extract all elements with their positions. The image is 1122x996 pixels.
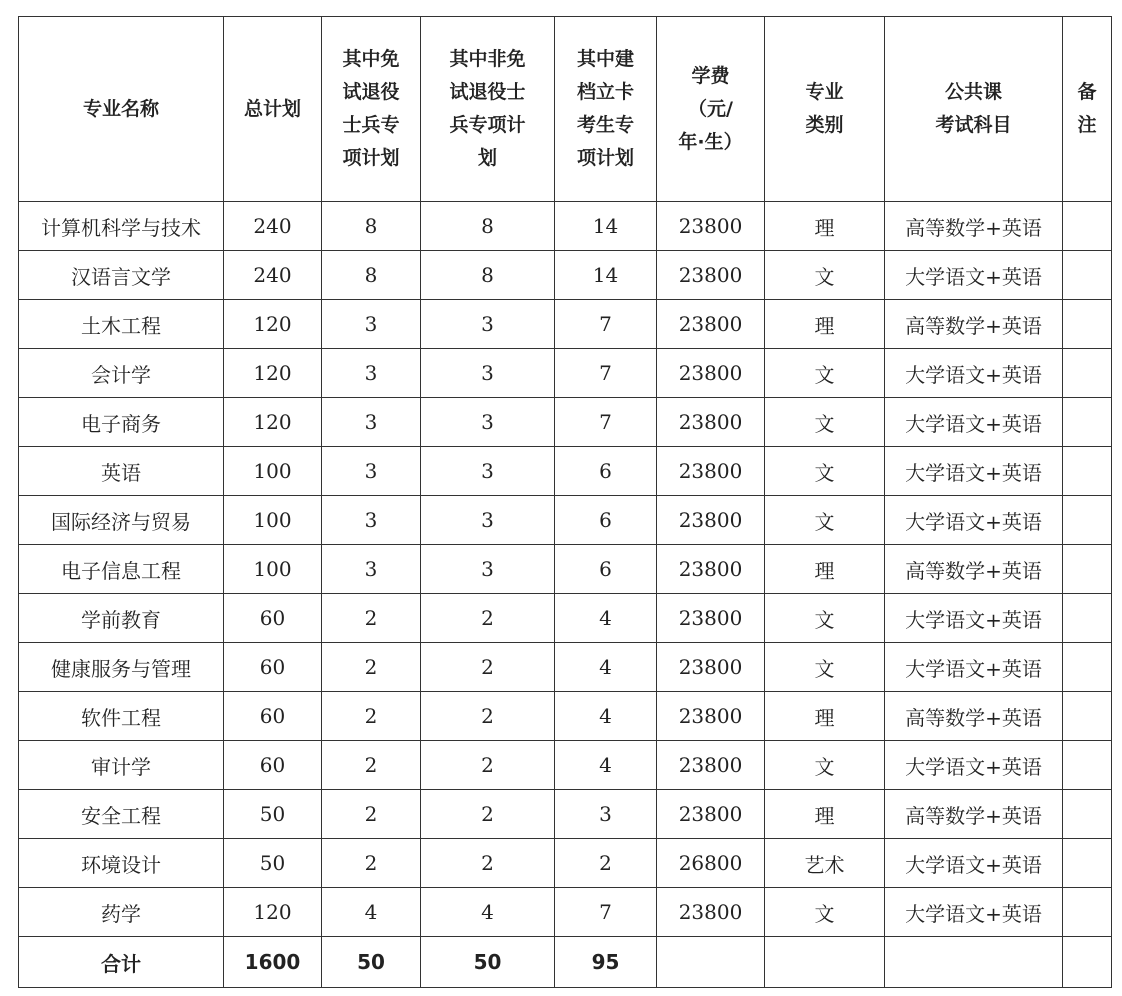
cell-non-exempt-veteran: 2 [421,692,555,741]
table-row [19,790,1112,839]
cell-tuition: 23800 [657,643,765,692]
cell-major-name: 英语 [19,447,224,496]
cell-exempt-veteran: 3 [322,545,421,594]
cell-registered-poor: 4 [555,692,657,741]
cell-registered-poor: 4 [555,643,657,692]
cell-registered-poor: 14 [555,251,657,300]
cell-major-name: 汉语言文学 [19,251,224,300]
cell-major-name: 土木工程 [19,300,224,349]
cell-registered-poor: 6 [555,447,657,496]
cell-exempt-veteran: 8 [322,251,421,300]
cell-tuition: 23800 [657,251,765,300]
cell-registered-poor: 7 [555,300,657,349]
cell-non-exempt-veteran: 2 [421,643,555,692]
cell-remarks [1063,496,1112,545]
cell-exam-subjects: 高等数学+英语 [885,545,1063,594]
cell-exam-subjects: 大学语文+英语 [885,349,1063,398]
cell-category: 理 [765,300,885,349]
table-row [19,300,1112,349]
cell-remarks [1063,643,1112,692]
cell-major-name: 学前教育 [19,594,224,643]
cell-major-name: 健康服务与管理 [19,643,224,692]
cell-category: 文 [765,251,885,300]
cell-exam-subjects: 大学语文+英语 [885,594,1063,643]
table-row [19,202,1112,251]
cell-non-exempt-veteran: 3 [421,447,555,496]
cell-tuition: 23800 [657,545,765,594]
header-remarks: 备 注 [1063,17,1112,202]
cell-exam-subjects: 大学语文+英语 [885,496,1063,545]
cell-non-exempt-veteran: 2 [421,594,555,643]
cell-tuition: 23800 [657,888,765,937]
cell-exam-subjects: 高等数学+英语 [885,202,1063,251]
cell-exempt-veteran: 3 [322,496,421,545]
cell-total-plan: 60 [224,643,322,692]
cell-non-exempt-veteran: 3 [421,349,555,398]
cell-exam-subjects: 大学语文+英语 [885,839,1063,888]
header-total-plan: 总计划 [224,17,322,202]
cell-exempt-veteran: 3 [322,447,421,496]
cell-category: 文 [765,741,885,790]
cell-exempt-veteran: 3 [322,349,421,398]
cell-remarks [1063,202,1112,251]
cell-exam-subjects: 大学语文+英语 [885,447,1063,496]
cell-exam-subjects: 高等数学+英语 [885,692,1063,741]
header-non-exempt-veteran-plan: 其中非免 试退役士 兵专项计 划 [421,17,555,202]
cell-remarks [1063,937,1112,988]
cell-exam-subjects: 高等数学+英语 [885,300,1063,349]
cell-remarks [1063,839,1112,888]
header-tuition: 学费 （元/ 年·生） [657,17,765,202]
cell-registered-poor: 2 [555,839,657,888]
table-row [19,594,1112,643]
cell-tuition: 23800 [657,447,765,496]
table-row [19,741,1112,790]
header-exam-subjects: 公共课 考试科目 [885,17,1063,202]
cell-remarks [1063,692,1112,741]
cell-non-exempt-veteran: 2 [421,741,555,790]
cell-tuition: 23800 [657,594,765,643]
cell-total-plan: 240 [224,202,322,251]
cell-major-name: 合计 [19,937,224,988]
cell-registered-poor: 3 [555,790,657,839]
table-row [19,545,1112,594]
cell-total-plan: 240 [224,251,322,300]
cell-tuition: 23800 [657,692,765,741]
cell-registered-poor: 7 [555,398,657,447]
table-row [19,251,1112,300]
table-row [19,398,1112,447]
cell-total-plan: 60 [224,594,322,643]
table-row [19,349,1112,398]
cell-non-exempt-veteran: 8 [421,202,555,251]
cell-major-name: 会计学 [19,349,224,398]
table-row [19,888,1112,937]
cell-category: 理 [765,202,885,251]
cell-total-plan: 60 [224,692,322,741]
cell-non-exempt-veteran: 8 [421,251,555,300]
cell-category: 理 [765,790,885,839]
cell-major-name: 电子商务 [19,398,224,447]
total-row [19,937,1112,988]
cell-category: 文 [765,496,885,545]
cell-remarks [1063,545,1112,594]
cell-registered-poor: 6 [555,545,657,594]
cell-major-name: 国际经济与贸易 [19,496,224,545]
cell-registered-poor: 14 [555,202,657,251]
cell-category: 理 [765,692,885,741]
cell-remarks [1063,251,1112,300]
cell-remarks [1063,790,1112,839]
cell-total-plan: 120 [224,349,322,398]
header-major-name: 专业名称 [19,17,224,202]
cell-major-name: 软件工程 [19,692,224,741]
cell-total-plan: 120 [224,888,322,937]
cell-non-exempt-veteran: 50 [421,937,555,988]
cell-exempt-veteran: 8 [322,202,421,251]
cell-remarks [1063,888,1112,937]
cell-major-name: 药学 [19,888,224,937]
cell-remarks [1063,594,1112,643]
table-row [19,496,1112,545]
cell-exam-subjects: 高等数学+英语 [885,790,1063,839]
cell-category [765,937,885,988]
cell-tuition: 23800 [657,790,765,839]
table-row [19,839,1112,888]
cell-tuition: 23800 [657,300,765,349]
cell-category: 文 [765,643,885,692]
cell-exempt-veteran: 3 [322,300,421,349]
cell-exempt-veteran: 50 [322,937,421,988]
cell-major-name: 安全工程 [19,790,224,839]
cell-total-plan: 50 [224,790,322,839]
cell-exempt-veteran: 2 [322,643,421,692]
cell-registered-poor: 6 [555,496,657,545]
cell-non-exempt-veteran: 3 [421,398,555,447]
cell-tuition: 23800 [657,496,765,545]
cell-exempt-veteran: 2 [322,741,421,790]
header-row [19,17,1112,202]
cell-exempt-veteran: 2 [322,594,421,643]
cell-exempt-veteran: 3 [322,398,421,447]
table-row [19,643,1112,692]
cell-total-plan: 50 [224,839,322,888]
cell-registered-poor: 4 [555,741,657,790]
cell-tuition: 23800 [657,398,765,447]
cell-exempt-veteran: 2 [322,790,421,839]
table-row [19,692,1112,741]
cell-registered-poor: 95 [555,937,657,988]
cell-remarks [1063,349,1112,398]
cell-exam-subjects: 大学语文+英语 [885,741,1063,790]
cell-total-plan: 120 [224,398,322,447]
cell-registered-poor: 4 [555,594,657,643]
cell-tuition [657,937,765,988]
cell-total-plan: 100 [224,496,322,545]
cell-major-name: 审计学 [19,741,224,790]
cell-non-exempt-veteran: 3 [421,496,555,545]
cell-total-plan: 1600 [224,937,322,988]
cell-remarks [1063,300,1112,349]
cell-total-plan: 120 [224,300,322,349]
cell-exam-subjects [885,937,1063,988]
cell-registered-poor: 7 [555,888,657,937]
enrollment-plan-table [18,16,1112,988]
cell-exam-subjects: 大学语文+英语 [885,888,1063,937]
cell-non-exempt-veteran: 3 [421,545,555,594]
cell-exam-subjects: 大学语文+英语 [885,398,1063,447]
cell-major-name: 计算机科学与技术 [19,202,224,251]
cell-tuition: 23800 [657,741,765,790]
cell-exam-subjects: 大学语文+英语 [885,643,1063,692]
cell-non-exempt-veteran: 2 [421,790,555,839]
cell-remarks [1063,398,1112,447]
cell-exempt-veteran: 2 [322,839,421,888]
cell-exempt-veteran: 4 [322,888,421,937]
cell-category: 文 [765,349,885,398]
cell-total-plan: 60 [224,741,322,790]
cell-category: 文 [765,398,885,447]
cell-total-plan: 100 [224,545,322,594]
cell-non-exempt-veteran: 4 [421,888,555,937]
cell-non-exempt-veteran: 2 [421,839,555,888]
cell-tuition: 23800 [657,349,765,398]
cell-category: 理 [765,545,885,594]
table-row [19,447,1112,496]
header-major-category: 专业 类别 [765,17,885,202]
cell-tuition: 26800 [657,839,765,888]
cell-exam-subjects: 大学语文+英语 [885,251,1063,300]
cell-exempt-veteran: 2 [322,692,421,741]
cell-major-name: 环境设计 [19,839,224,888]
cell-tuition: 23800 [657,202,765,251]
header-exam-exempt-veteran-plan: 其中免 试退役 士兵专 项计划 [322,17,421,202]
cell-registered-poor: 7 [555,349,657,398]
cell-remarks [1063,741,1112,790]
cell-category: 文 [765,594,885,643]
cell-remarks [1063,447,1112,496]
cell-category: 文 [765,447,885,496]
cell-total-plan: 100 [224,447,322,496]
cell-category: 文 [765,888,885,937]
cell-category: 艺术 [765,839,885,888]
cell-non-exempt-veteran: 3 [421,300,555,349]
cell-major-name: 电子信息工程 [19,545,224,594]
header-registered-poor-plan: 其中建 档立卡 考生专 项计划 [555,17,657,202]
